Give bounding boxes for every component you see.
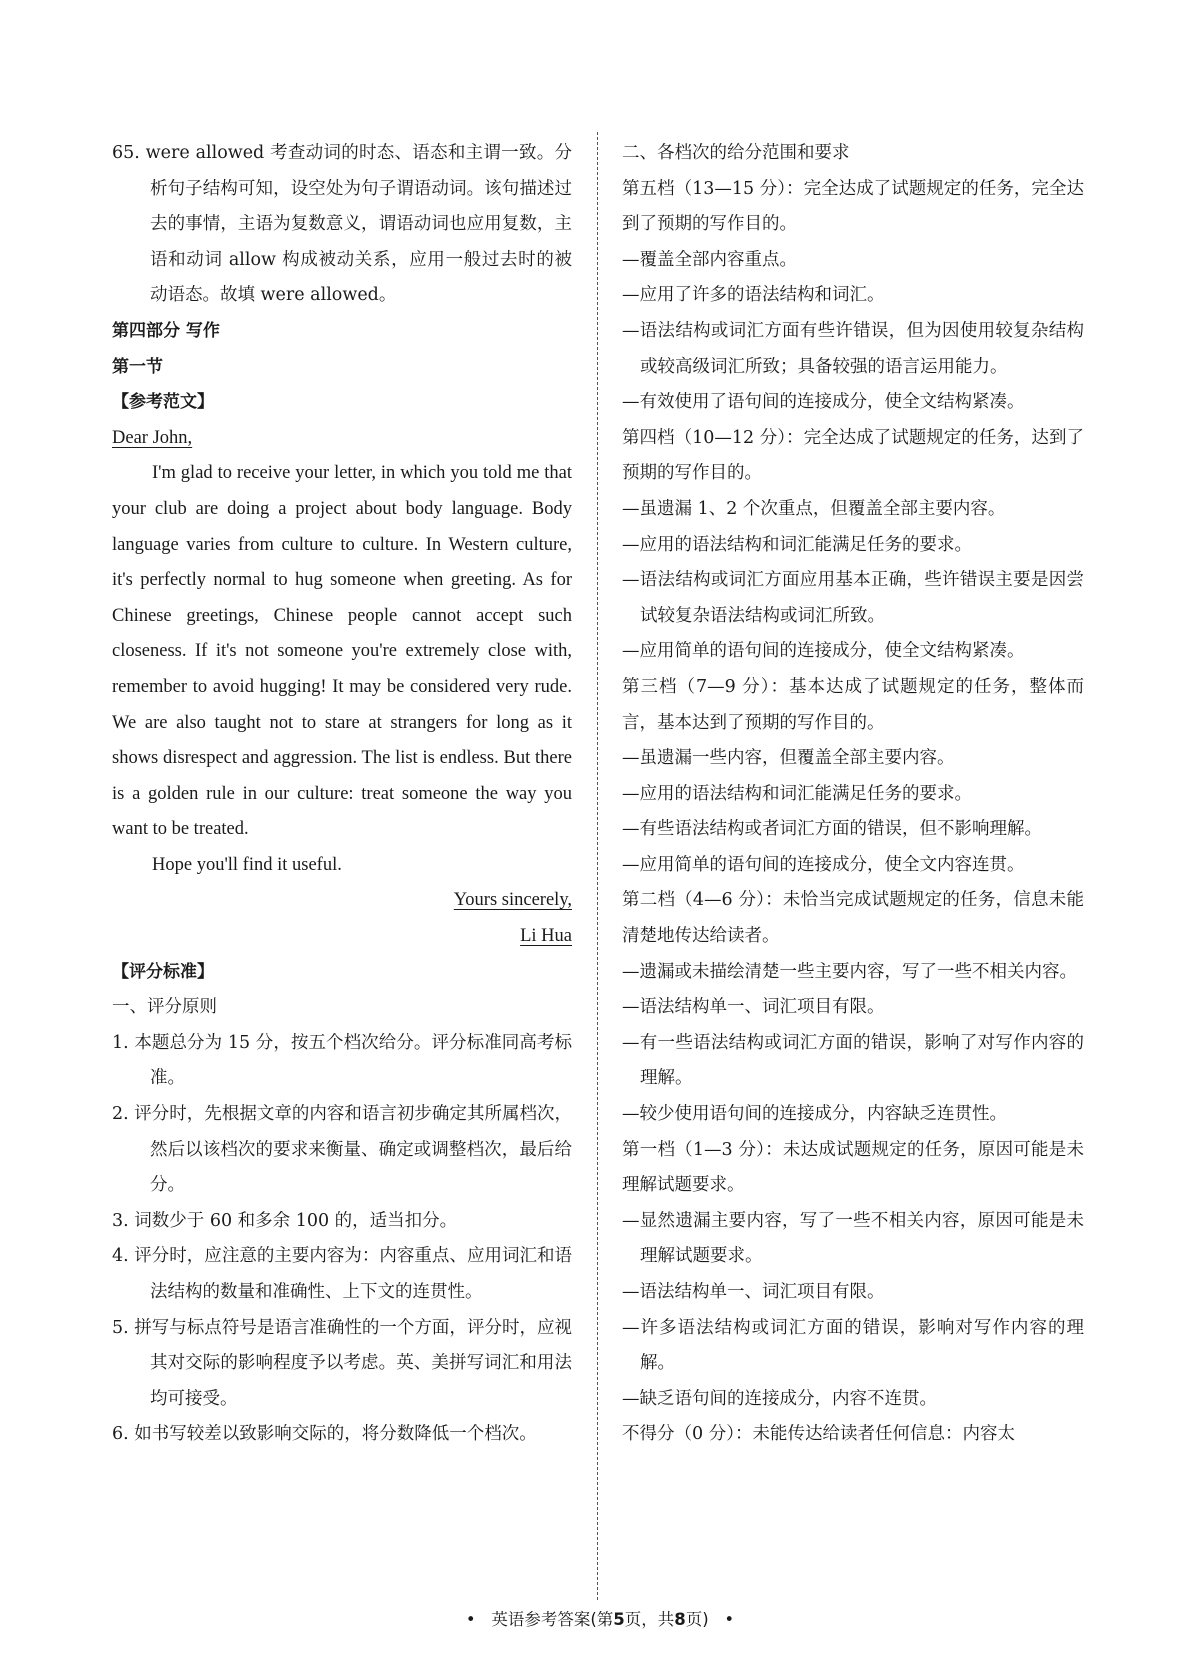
principle-item: 3. 词数少于 60 和多余 100 的，适当扣分。 — [112, 1210, 458, 1231]
footer-prefix: 英语参考答案(第 — [491, 1610, 614, 1629]
grade-criterion-item: —遗漏或未描绘清楚一些主要内容，写了一些不相关内容。 — [622, 961, 1077, 982]
letter-closing: Yours sincerely, — [453, 890, 572, 911]
grade-criterion-item: —语法结构单一、词汇项目有限。 — [622, 997, 885, 1018]
grade-criterion-item: —显然遗漏主要内容，写了一些不相关内容，原因可能是未理解试题要求。 — [622, 1210, 1084, 1267]
principle-item: 5. 拼写与标点符号是语言准确性的一个方面，评分时，应视其对交际的影响程度予以考虑。英、美拼写词汇和用法均可接受。 — [112, 1317, 572, 1409]
grade-level-paragraph: 第三档（7—9 分）：基本达成了试题规定的任务，整体而言，基本达到了预期的写作目的。 — [622, 676, 1084, 733]
grade-criterion-item: —语法结构或词汇方面有些许错误，但为因使用较复杂结构或较高级词汇所致；具备较强的语言运用能力。 — [622, 320, 1084, 377]
grade-level-paragraph: 第一档（1—3 分）：未达成试题规定的任务，原因可能是未理解试题要求。 — [622, 1139, 1084, 1196]
grade-criterion-item: —语法结构或词汇方面应用基本正确，些许错误主要是因尝试较复杂语法结构或词汇所致。 — [622, 570, 1084, 626]
grade-level-paragraph: 第二档（4—6 分）：未恰当完成试题规定的任务，信息未能清楚地传达给读者。 — [622, 890, 1084, 947]
left-column — [112, 136, 572, 1453]
grade-criterion-item: —许多语法结构或词汇方面的错误，影响对写作内容的理解。 — [622, 1317, 1084, 1374]
sample-heading: 【参考范文】 — [112, 392, 214, 413]
answer-65: 65. were allowed 考查动词的时态、语态和主谓一致。分析句子结构可知，设空处为句子谓语动词。该句描述过去的事情，主语为复数意义，谓语动词也应用复数，主语和动词 allow 构成被动关系，应用一般过去时的被动语态。故填 were allowed。 — [112, 143, 572, 306]
principle-item: 2. 评分时，先根据文章的内容和语言初步确定其所属档次，然后以该档次的要求来衡量、确定或调整档次，最后给分。 — [112, 1104, 572, 1196]
grade-criterion-item: —有些语法结构或者词汇方面的错误，但不影响理解。 — [622, 819, 1042, 840]
page-footer — [0, 1606, 1200, 1630]
grade-criterion-item: —覆盖全部内容重点。 — [622, 249, 797, 270]
grade-criterion-item: —语法结构单一、词汇项目有限。 — [622, 1282, 885, 1302]
grade-criterion-item: —缺乏语句间的连接成分，内容不连贯。 — [622, 1388, 937, 1409]
footer-mid: 页，共 — [624, 1610, 675, 1629]
grade-level-paragraph: 不得分（0 分）：未能传达给读者任何信息：内容太 — [622, 1424, 1015, 1445]
grade-levels-list — [622, 172, 1084, 1453]
grade-levels-heading: 二、各档次的给分范围和要求 — [622, 143, 850, 163]
right-column — [622, 136, 1084, 1453]
grade-criterion-item: —应用简单的语句间的连接成分，使全文结构紧凑。 — [622, 641, 1025, 662]
grade-criterion-item: —应用简单的语句间的连接成分，使全文内容连贯。 — [622, 854, 1025, 875]
criteria-heading: 【评分标准】 — [112, 961, 214, 982]
part4-heading: 第四部分 写作 — [112, 320, 220, 341]
principle-item: 1. 本题总分为 15 分，按五个档次给分。评分标准同高考标准。 — [112, 1032, 572, 1089]
principles-list — [112, 1026, 572, 1453]
letter-body: I'm glad to receive your letter, in which you told me that your club are doing a project about body language. Body language varies from culture to culture. In Western culture, it's perfectly normal to hug someone when greeting. As for Chinese greetings, Chinese people cannot accept such closeness. If it's not someone you're extremely close with, remember to avoid hugging! It may be considered very rude. We are also taught not to stare at strangers for long as it shows disrespect and aggression. The list is endless. But there is a golden rule in our culture: treat someone the way you want to be treated. — [112, 463, 572, 840]
grade-level-paragraph: 第五档（13—15 分）：完全达成了试题规定的任务，完全达到了预期的写作目的。 — [622, 178, 1084, 235]
footer-total-pages: 8 — [674, 1610, 686, 1629]
section1-heading: 第一节 — [112, 356, 163, 377]
grade-criterion-item: —虽遗漏 1、2 个次重点，但覆盖全部主要内容。 — [622, 498, 1006, 519]
footer-page-number: 5 — [613, 1610, 625, 1629]
grade-criterion-item: —应用的语法结构和词汇能满足任务的要求。 — [622, 534, 972, 555]
grade-criterion-item: —虽遗漏一些内容，但覆盖全部主要内容。 — [622, 748, 955, 769]
footer-suffix: 页) — [685, 1610, 709, 1629]
grade-criterion-item: —较少使用语句间的连接成分，内容缺乏连贯性。 — [622, 1104, 1007, 1125]
letter-salutation: Dear John, — [112, 427, 193, 448]
footer-bullet-left: • — [465, 1610, 476, 1629]
principle-item: 6. 如书写较差以致影响交际的，将分数降低一个档次。 — [112, 1424, 537, 1445]
grade-criterion-item: —应用的语法结构和词汇能满足任务的要求。 — [622, 783, 972, 804]
letter-closing-line: Hope you'll find it useful. — [152, 854, 342, 875]
grade-criterion-item: —有一些语法结构或词汇方面的错误，影响了对写作内容的理解。 — [622, 1032, 1084, 1089]
letter-signature: Li Hua — [520, 926, 572, 947]
grade-level-paragraph: 第四档（10—12 分）：完全达成了试题规定的任务，达到了预期的写作目的。 — [622, 427, 1084, 484]
grade-criterion-item: —有效使用了语句间的连接成分，使全文结构紧凑。 — [622, 392, 1025, 413]
principle-item: 4. 评分时，应注意的主要内容为：内容重点、应用词汇和语法结构的数量和准确性、上下文的连贯性。 — [112, 1246, 572, 1302]
footer-bullet-right: • — [724, 1610, 735, 1629]
principles-heading: 一、评分原则 — [112, 997, 217, 1018]
grade-criterion-item: —应用了许多的语法结构和词汇。 — [622, 285, 885, 306]
column-divider — [597, 132, 598, 1600]
